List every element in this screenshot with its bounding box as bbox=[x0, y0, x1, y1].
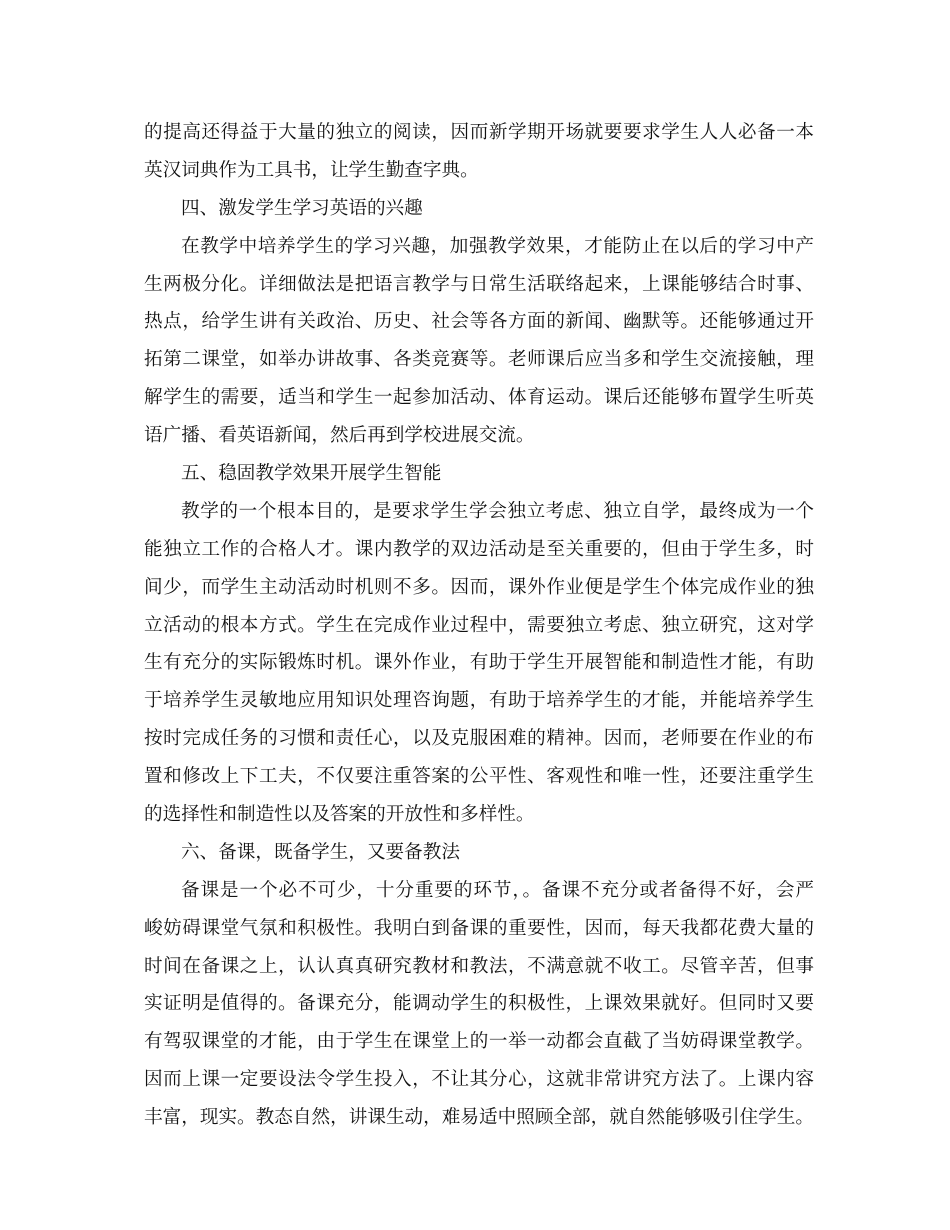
text-line: 在教学中培养学生的学习兴趣，加强教学效果，才能防止在以后的学习中产 bbox=[181, 235, 814, 257]
text-line: 的提高还得益于大量的独立的阅读，因而新学期开场就要要求学生人人必备一本 bbox=[144, 122, 814, 143]
section-heading: 四、激发学生学习英语的兴趣 bbox=[181, 197, 423, 219]
section-heading: 五、稳固教学效果开展学生智能 bbox=[181, 463, 442, 485]
section-heading: 六、备课，既备学生，又要备教法 bbox=[181, 841, 460, 863]
text-line: 实证明是值得的。备课充分，能调动学生的积极性，上课效果就好。但同时又要 bbox=[144, 993, 814, 1015]
text-line: 解学生的需要，适当和学生一起参加活动、体育运动。课后还能够布置学生听英 bbox=[144, 387, 814, 409]
text-line: 因而上课一定要设法令学生投入，不让其分心，这就非常讲究方法了。上课内容 bbox=[144, 1069, 814, 1091]
text-line: 丰富，现实。教态自然，讲课生动，难易适中照顾全部，就自然能够吸引住学生。 bbox=[144, 1107, 814, 1129]
text-line: 热点，给学生讲有关政治、历史、社会等各方面的新闻、幽默等。还能够通过开 bbox=[144, 311, 814, 333]
text-line: 生两极分化。详细做法是把语言教学与日常生活联络起来，上课能够结合时事、 bbox=[144, 273, 814, 295]
text-line: 语广播、看英语新闻，然后再到学校进展交流。 bbox=[144, 425, 535, 447]
text-line: 的选择性和制造性以及答案的开放性和多样性。 bbox=[144, 804, 535, 826]
text-line: 备课是一个必不可少，十分重要的环节，。备课不充分或者备得不好，会严 bbox=[181, 879, 814, 901]
text-line: 有驾驭课堂的才能，由于学生在课堂上的一举一动都会直截了当妨碍课堂教学。 bbox=[144, 1031, 814, 1053]
text-line: 于培养学生灵敏地应用知识处理咨询题，有助于培养学生的才能，并能培养学生 bbox=[144, 690, 814, 712]
text-line: 拓第二课堂，如举办讲故事、各类竞赛等。老师课后应当多和学生交流接触，理 bbox=[144, 349, 814, 371]
text-line: 英汉词典作为工具书，让学生勤查字典。 bbox=[144, 159, 479, 181]
text-line: 教学的一个根本目的，是要求学生学会独立考虑、独立自学，最终成为一个 bbox=[181, 500, 814, 522]
document-body bbox=[144, 114, 814, 1137]
text-line: 时间在备课之上，认认真真研究教材和教法，不满意就不收工。尽管辛苦，但事 bbox=[144, 955, 814, 977]
text-line: 能独立工作的合格人才。课内教学的双边活动是至关重要的，但由于学生多，时 bbox=[144, 538, 814, 560]
text-line: 生有充分的实际锻炼时机。课外作业，有助于学生开展智能和制造性才能，有助 bbox=[144, 652, 814, 674]
text-line: 立活动的根本方式。学生在完成作业过程中，需要独立考虑、独立研究，这对学 bbox=[144, 614, 814, 636]
text-line: 置和修改上下工夫，不仅要注重答案的公平性、客观性和唯一性，还要注重学生 bbox=[144, 766, 814, 788]
text-line: 间少，而学生主动活动时机则不多。因而，课外作业便是学生个体完成作业的独 bbox=[144, 576, 814, 598]
text-line: 按时完成任务的习惯和责任心，以及克服困难的精神。因而，老师要在作业的布 bbox=[144, 728, 814, 750]
text-line: 峻妨碍课堂气氛和积极性。我明白到备课的重要性，因而，每天我都花费大量的 bbox=[144, 917, 814, 939]
